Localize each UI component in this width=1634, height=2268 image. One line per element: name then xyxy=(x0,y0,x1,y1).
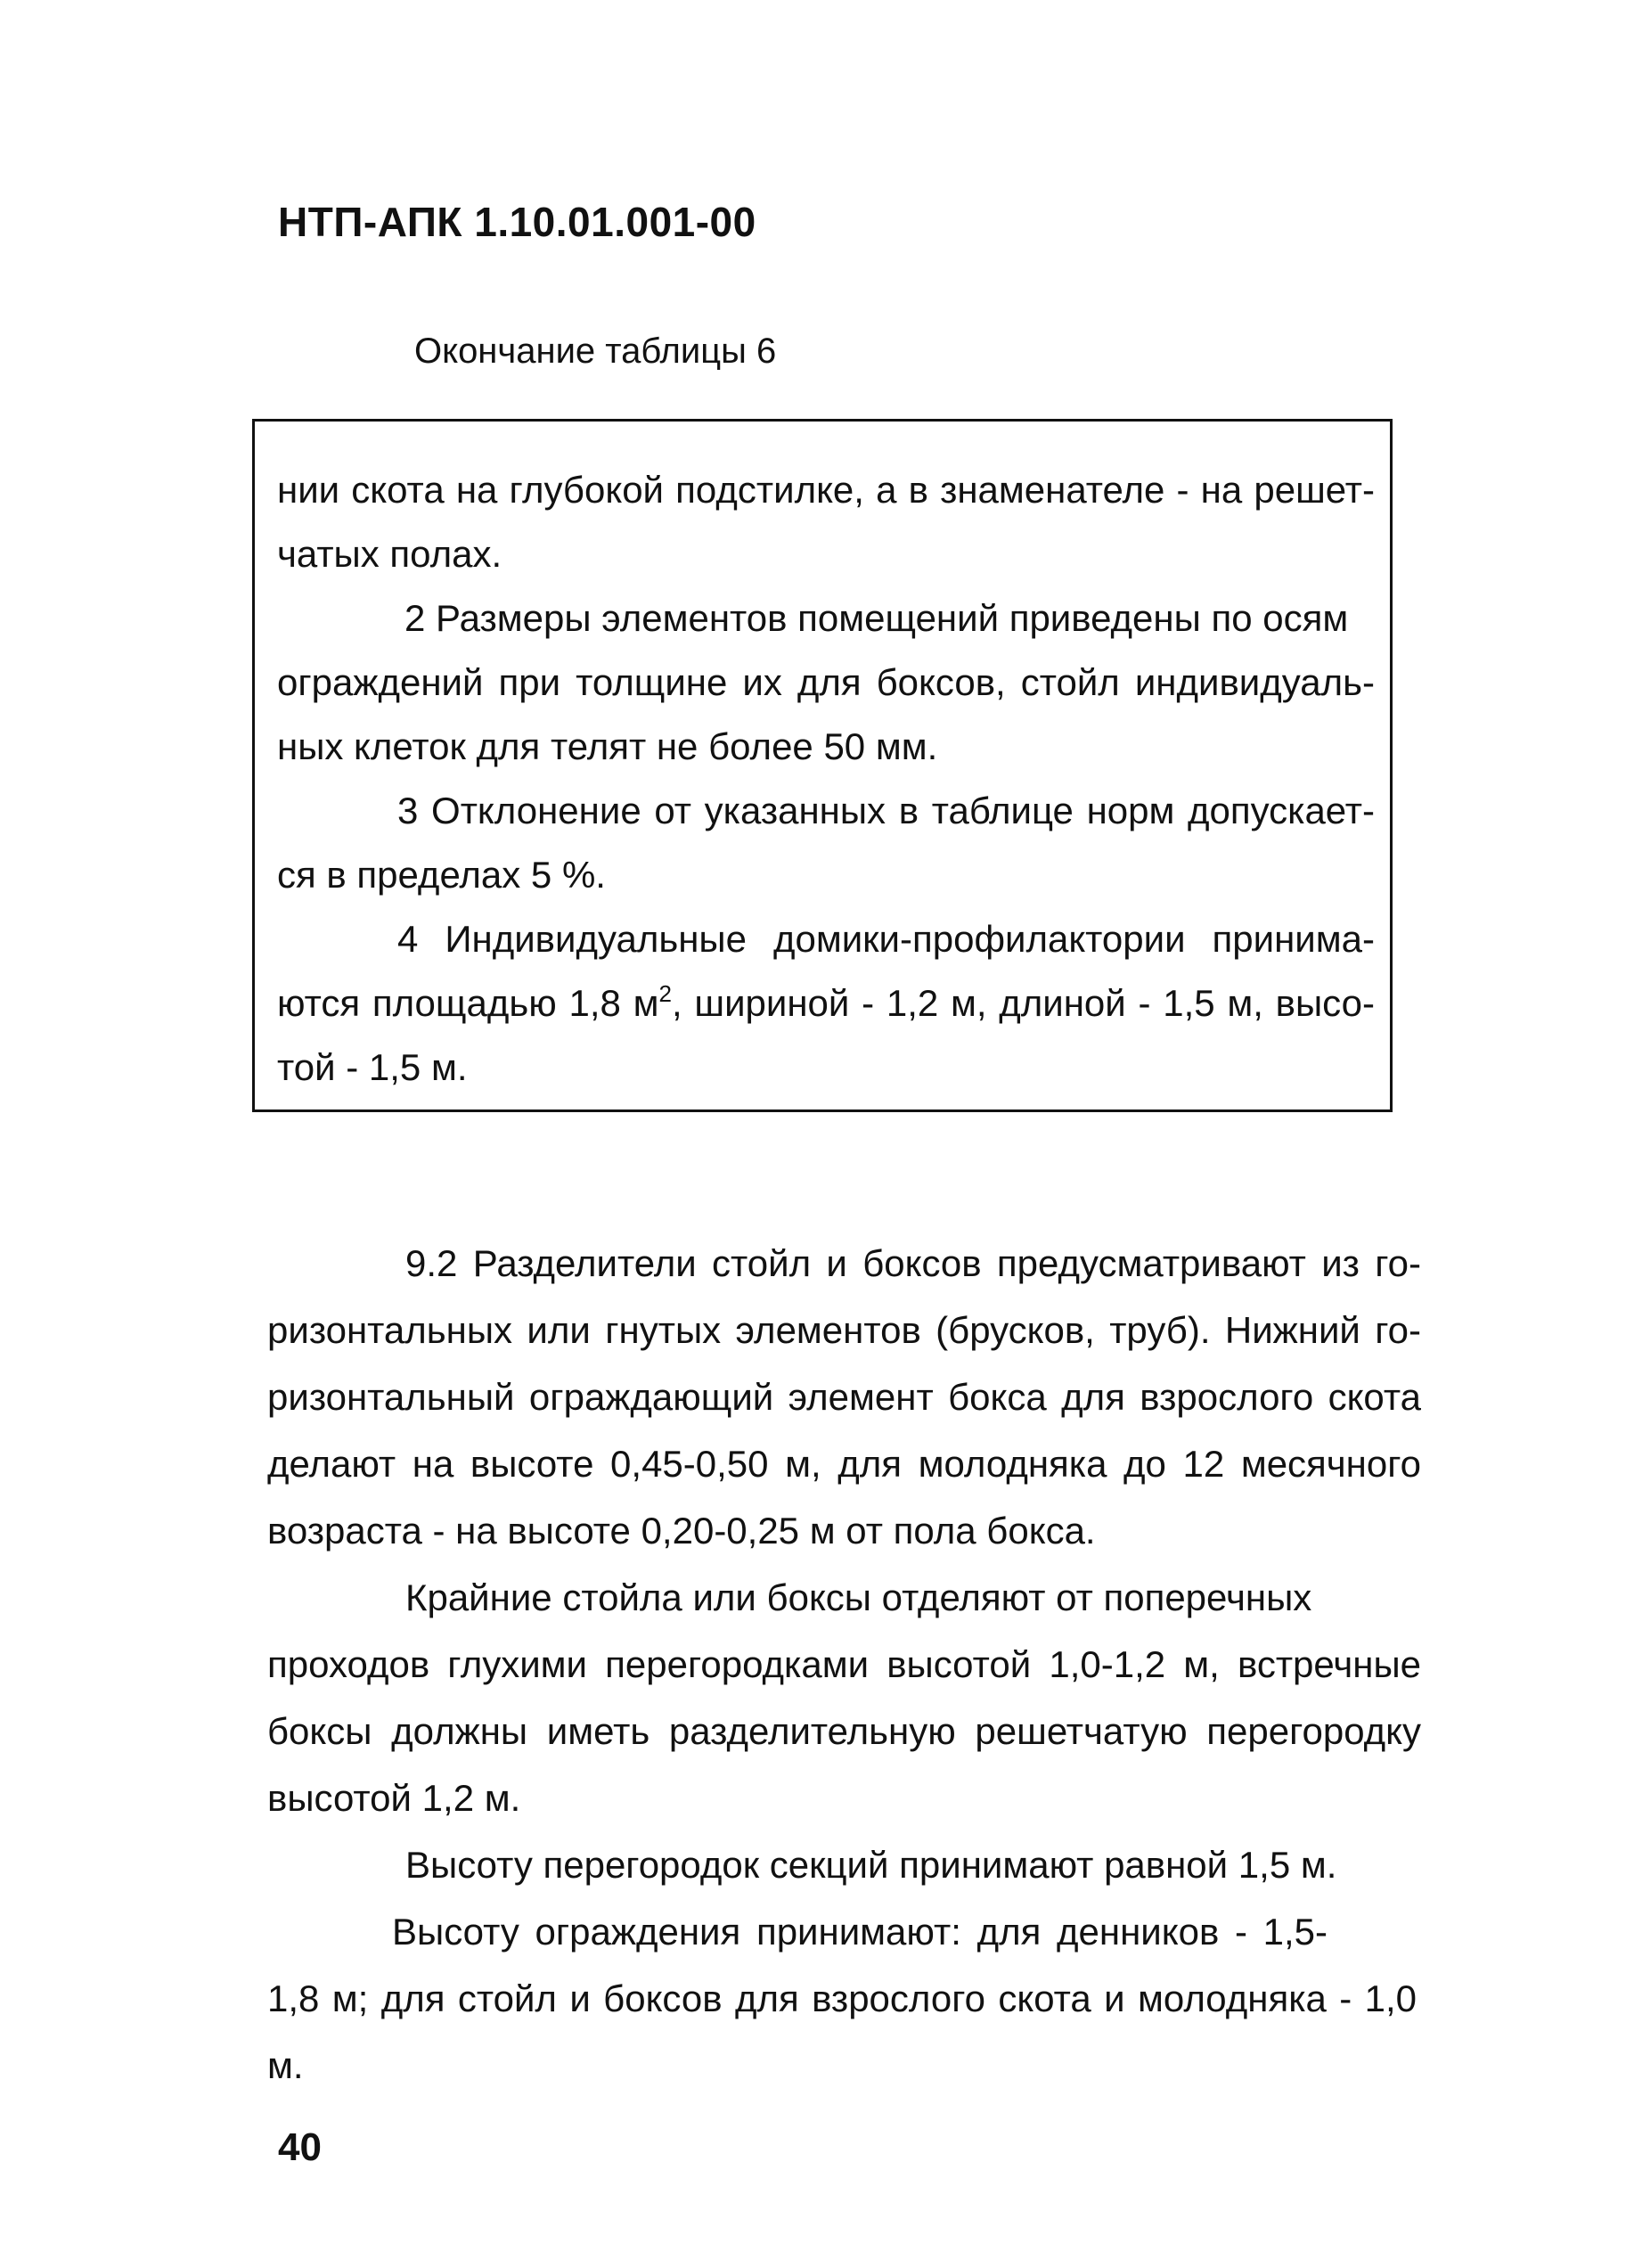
paragraph-line: высотой 1,2 м. xyxy=(267,1777,521,1819)
paragraph-line: делают на высоте 0,45-0,50 м, для молодняка до 12 месячного xyxy=(267,1443,1421,1485)
note-line-with-superscript xyxy=(277,980,1375,1024)
table-notes-box xyxy=(252,419,1393,1112)
paragraph-line: Высоту ограждения принимают: для денников - 1,5- xyxy=(392,1911,1328,1953)
paragraph-line: боксы должны иметь разделительную решетчатую перегородку xyxy=(267,1710,1421,1752)
paragraph-line: ризонтальный ограждающий элемент бокса для взрослого скота xyxy=(267,1376,1421,1418)
note-line: чатых полах. xyxy=(277,533,502,575)
paragraph-line: 9.2 Разделители стойл и боксов предусматривают из го- xyxy=(405,1242,1421,1284)
paragraph-line: 1,8 м; для стойл и боксов для взрослого скота и молодняка - 1,0 xyxy=(267,1977,1417,2019)
note-4-line: 4 Индивидуальные домики-профилактории принима- xyxy=(397,918,1375,960)
paragraph-line: проходов глухими перегородками высотой 1,0-1,2 м, встречные xyxy=(267,1643,1421,1685)
note-2-line: 2 Размеры элементов помещений приведены по осям xyxy=(404,597,1349,639)
table-caption: Окончание таблицы 6 xyxy=(414,332,777,371)
paragraph-line: Высоту перегородок секций принимают равной 1,5 м. xyxy=(405,1844,1337,1886)
note-line: той - 1,5 м. xyxy=(277,1046,468,1088)
document-code: НТП-АПК 1.10.01.001-00 xyxy=(278,199,756,245)
note-line: ся в пределах 5 %. xyxy=(277,854,606,896)
note-3-line: 3 Отклонение от указанных в таблице норм допускает- xyxy=(397,790,1375,831)
superscript: 2 xyxy=(658,980,672,1007)
paragraph-line: м. xyxy=(267,2044,304,2086)
paragraph-line: Крайние стойла или боксы отделяют от поперечных xyxy=(405,1576,1312,1618)
note-line: ограждений при толщине их для боксов, стойл индивидуаль- xyxy=(277,661,1375,703)
page-number: 40 xyxy=(278,2125,322,2169)
note-text: ются площадью 1,8 м xyxy=(277,982,659,1024)
note-text: , шириной - 1,2 м, длиной - 1,5 м, высо- xyxy=(671,982,1375,1024)
paragraph-line: ризонтальных или гнутых элементов (брусков, труб). Нижний го- xyxy=(267,1309,1421,1351)
note-line: нии скота на глубокой подстилке, а в знаменателе - на решет- xyxy=(277,469,1375,511)
paragraph-line: возраста - на высоте 0,20-0,25 м от пола бокса. xyxy=(267,1510,1096,1552)
note-line: ных клеток для телят не более 50 мм. xyxy=(277,725,938,767)
